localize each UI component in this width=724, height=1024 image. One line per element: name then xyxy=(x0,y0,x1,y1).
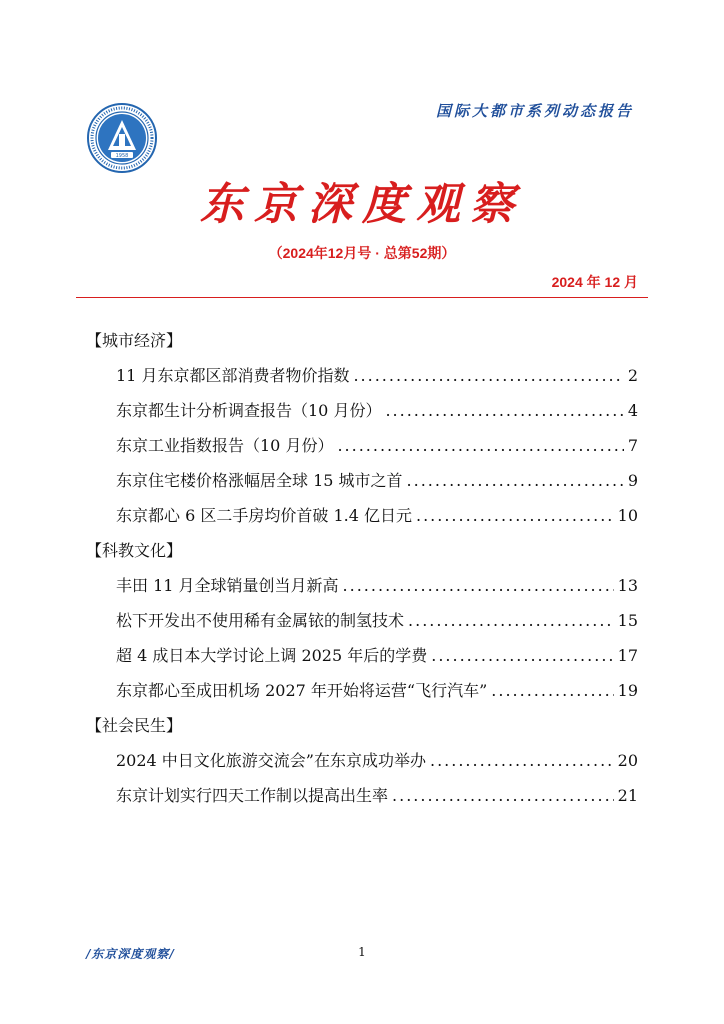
toc-entry-title: 2024 中日文化旅游交流会”在东京成功举办 xyxy=(116,751,426,770)
toc-leader-dots xyxy=(392,781,614,811)
toc-entry-page: 4 xyxy=(627,401,638,420)
toc-entry-title: 东京都生计分析调查报告（10 月份） xyxy=(116,401,382,420)
toc-entry-title: 东京都心至成田机场 2027 年开始将运营“飞行汽车” xyxy=(116,681,488,700)
toc-entry[interactable] xyxy=(86,466,638,501)
page-number: 1 xyxy=(358,945,366,959)
toc-entry[interactable] xyxy=(86,501,638,536)
toc-entry[interactable] xyxy=(86,571,638,606)
toc-entry-page: 7 xyxy=(627,436,638,455)
series-title: 国际大都市系列动态报告 xyxy=(435,102,634,120)
academy-logo xyxy=(86,102,158,174)
toc-entry-page: 21 xyxy=(617,786,638,805)
footer-title: /东京深度观察/ xyxy=(86,947,175,961)
toc-entry-page: 10 xyxy=(617,506,638,525)
toc-entry[interactable] xyxy=(86,676,638,711)
toc-entry-title: 超 4 成日本大学讨论上调 2025 年后的学费 xyxy=(116,646,428,665)
toc-entry[interactable] xyxy=(86,431,638,466)
toc-leader-dots xyxy=(407,466,624,496)
toc-entry-title: 松下开发出不使用稀有金属铱的制氢技术 xyxy=(116,611,405,630)
issue-number: （2024年12月号 · 总第52期） xyxy=(268,245,456,261)
toc-entry-title: 丰田 11 月全球销量创当月新高 xyxy=(116,576,339,595)
toc-entry-title: 东京住宅楼价格涨幅居全球 15 城市之首 xyxy=(116,471,403,490)
toc-entry-title: 11 月东京都区部消费者物价指数 xyxy=(116,366,350,385)
toc-entry-page: 17 xyxy=(617,646,638,665)
toc-entry-page: 19 xyxy=(617,681,638,700)
toc-section-heading: 【科教文化】 xyxy=(86,541,183,560)
toc-entry-title: 东京都心 6 区二手房均价首破 1.4 亿日元 xyxy=(116,506,412,525)
toc-entry[interactable] xyxy=(86,746,638,781)
toc-entry[interactable] xyxy=(86,781,638,816)
toc-entry-title: 东京计划实行四天工作制以提高出生率 xyxy=(116,786,389,805)
toc-leader-dots xyxy=(491,676,613,706)
toc-leader-dots xyxy=(431,641,613,671)
toc-leader-dots xyxy=(343,571,614,601)
toc-leader-dots xyxy=(353,361,623,391)
toc-leader-dots xyxy=(337,431,623,461)
logo-year: 1958 xyxy=(115,153,129,159)
toc-entry[interactable] xyxy=(86,606,638,641)
table-of-contents xyxy=(86,326,638,816)
toc-entry[interactable] xyxy=(86,641,638,676)
toc-entry-page: 13 xyxy=(617,576,638,595)
toc-section-heading: 【社会民生】 xyxy=(86,716,183,735)
toc-entry-page: 15 xyxy=(617,611,638,630)
toc-entry-page: 2 xyxy=(627,366,638,385)
toc-entry-title: 东京工业指数报告（10 月份） xyxy=(116,436,334,455)
toc-entry[interactable] xyxy=(86,396,638,431)
header-divider xyxy=(76,297,648,298)
toc-leader-dots xyxy=(408,606,614,636)
toc-entry-page: 9 xyxy=(627,471,638,490)
toc-entry-page: 20 xyxy=(617,751,638,770)
publication-date: 2024 年 12 月 xyxy=(551,274,638,290)
main-title: 东京深度观察 xyxy=(200,179,524,230)
toc-section-heading: 【城市经济】 xyxy=(86,331,183,350)
toc-leader-dots xyxy=(385,396,623,426)
toc-leader-dots xyxy=(416,501,614,531)
toc-entry[interactable] xyxy=(86,361,638,396)
toc-leader-dots xyxy=(430,746,614,776)
